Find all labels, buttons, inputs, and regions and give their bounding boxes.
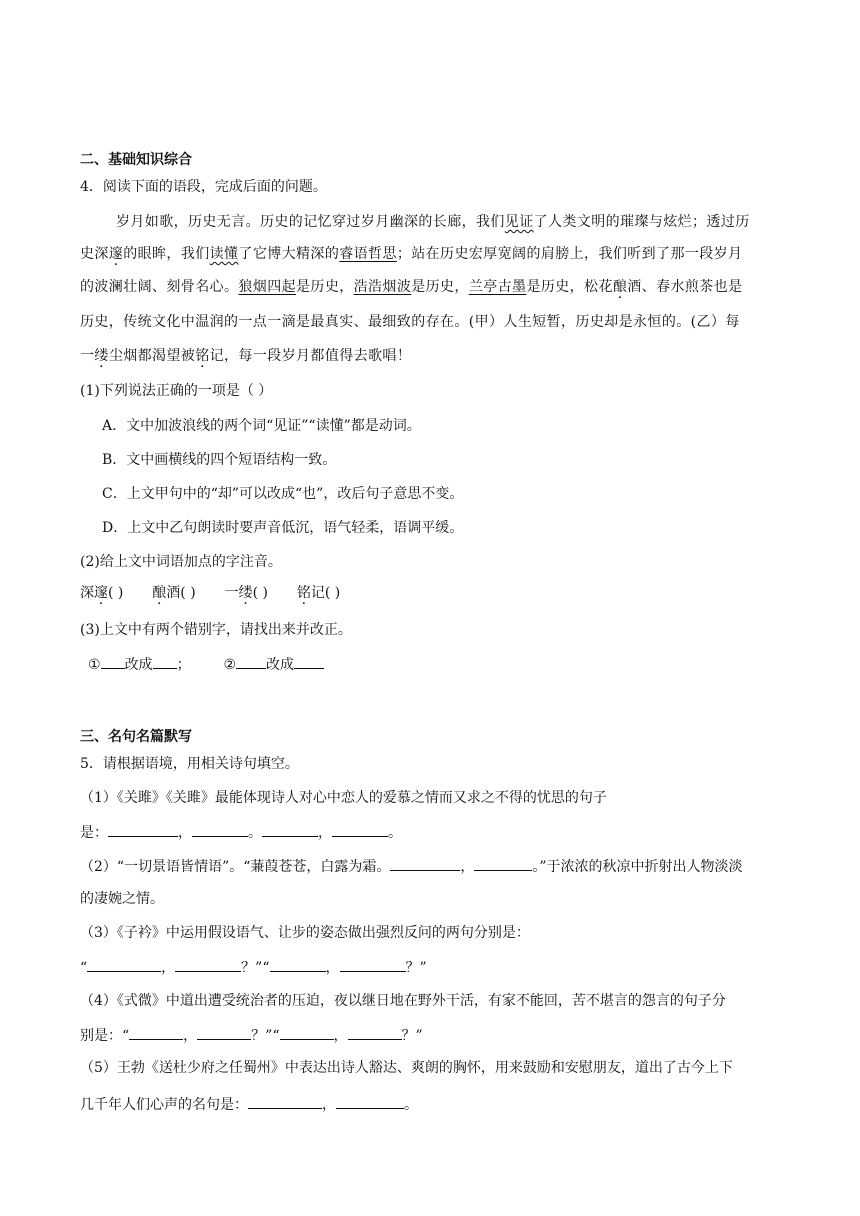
item-1-line-2: 是： ， 。 ， 。 — [80, 821, 402, 843]
section-heading-basic-knowledge: 二、基础知识综合 — [80, 152, 192, 168]
answer-blank[interactable] — [332, 821, 388, 837]
underlined-phrase: 浩浩烟波 — [353, 279, 412, 295]
option-d: D．上文中乙句朗读时要声音低沉，语气轻柔，语调平缓。 — [102, 520, 464, 536]
pinyin-item: 铭记( ) — [296, 585, 341, 601]
dotted-char: 酿 — [612, 279, 628, 295]
dotted-char: 缕 — [94, 348, 109, 364]
sub-question-1: (1)下列说法正确的一项是（ ） — [80, 383, 273, 399]
passage-line: 历史，传统文化中温润的一点一滴是最真实、最细致的存在。(甲）人生短暂，历史却是永恒的。(乙）每 — [80, 314, 740, 330]
answer-blank[interactable] — [340, 956, 406, 972]
passage-line: 一缕尘烟都渴望被铭记，每一段岁月都值得去歌唱！ — [80, 348, 412, 364]
dotted-char: 邃 — [108, 246, 124, 262]
answer-blank[interactable] — [192, 821, 248, 837]
pinyin-item: 一缕( ) — [224, 585, 268, 601]
passage-line: 史深邃的眼眸，我们读懂了它博大精深的睿语哲思；站在历史宏厚宽阔的肩膀上，我们听到了那一段岁月 — [80, 246, 743, 262]
dotted-char: 铭 — [195, 348, 210, 364]
option-b: B．文中画横线的四个短语结构一致。 — [102, 452, 337, 468]
option-a: A．文中加波浪线的两个词“见证”“读懂”都是动词。 — [102, 418, 421, 434]
question-5-stem: 5．请根据语境，用相关诗句填空。 — [80, 756, 299, 772]
item-4-line-2: 别是：“ ， ？”“ ， ？” — [80, 1024, 423, 1046]
answer-blank[interactable] — [280, 1024, 334, 1040]
item-4-line-1: （4）《式微》中道出遭受统治者的压迫，夜以继日地在野外干活，有家不能回，苦不堪言的怨言的句子分 — [80, 993, 726, 1009]
item-2-line-1: （2）“一切景语皆情语”。“蒹葭苍苍，白露为霜。 ， 。”于浓浓的秋凉中折射出人物淡淡 — [80, 855, 743, 877]
answer-blank[interactable] — [336, 1093, 404, 1109]
wavy-word-jianzheng: 见证 — [504, 214, 534, 230]
answer-blank[interactable] — [248, 1093, 322, 1109]
answer-blank[interactable] — [87, 956, 161, 972]
answer-blank[interactable] — [236, 653, 266, 669]
underlined-phrase: 兰亭古墨 — [468, 279, 527, 295]
pinyin-item: 酿酒( ) — [152, 585, 196, 601]
pinyin-item: 深邃( ) — [80, 585, 124, 601]
underlined-phrase: 狼烟四起 — [238, 279, 297, 295]
answer-blank[interactable] — [390, 855, 460, 871]
pinyin-row — [80, 583, 340, 603]
sub-question-2: (2)给上文中词语加点的字注音。 — [80, 554, 282, 570]
underlined-phrase: 睿语哲思 — [339, 246, 397, 262]
option-c: C．上文甲句中的“却”可以改成“也”，改后句子意思不变。 — [102, 486, 464, 502]
answer-blank[interactable] — [270, 956, 326, 972]
answer-blank[interactable] — [474, 855, 532, 871]
correction-row: ① 改成 ； ② 改成 — [88, 653, 324, 675]
answer-blank[interactable] — [129, 1024, 183, 1040]
answer-blank[interactable] — [153, 653, 177, 669]
item-3-line-2: “ ， ？”“ ， ？” — [80, 956, 427, 978]
passage-line: 的波澜壮阔、刻骨名心。狼烟四起是历史，浩浩烟波是历史，兰亭古墨是历史，松花酿酒、春水煎茶也是 — [80, 279, 743, 295]
item-5-line-2: 几千年人们心声的名句是： ， 。 — [80, 1093, 418, 1115]
answer-blank[interactable] — [262, 821, 318, 837]
sub-question-3: (3)上文中有两个错别字，请找出来并改正。 — [80, 622, 352, 638]
item-5-line-1: （5）王勃《送杜少府之任蜀州》中表达出诗人豁达、爽朗的胸怀，用来鼓励和安慰朋友，道出了古今上下 — [80, 1060, 733, 1076]
answer-blank[interactable] — [348, 1024, 402, 1040]
answer-blank[interactable] — [108, 821, 178, 837]
section-heading-famous-lines: 三、名句名篇默写 — [80, 729, 192, 745]
answer-blank[interactable] — [294, 653, 324, 669]
question-4-stem: 4．阅读下面的语段，完成后面的问题。 — [80, 179, 327, 195]
item-1-line-1: （1）《关雎》《关雎》最能体现诗人对心中恋人的爱慕之情而又求之不得的忧思的句子 — [80, 790, 607, 806]
answer-blank[interactable] — [101, 653, 125, 669]
item-2-line-2: 的凄婉之情。 — [80, 891, 164, 907]
item-3-line-1: （3）《子衿》中运用假设语气、让步的姿态做出强烈反问的两句分别是： — [80, 925, 530, 941]
answer-blank[interactable] — [197, 1024, 251, 1040]
passage-line: 岁月如歌，历史无言。历史的记忆穿过岁月幽深的长廊，我们见证了人类文明的璀璨与炫烂；透过历 — [116, 214, 750, 230]
answer-blank[interactable] — [175, 956, 241, 972]
wavy-word-dudong: 读懂 — [209, 246, 239, 262]
